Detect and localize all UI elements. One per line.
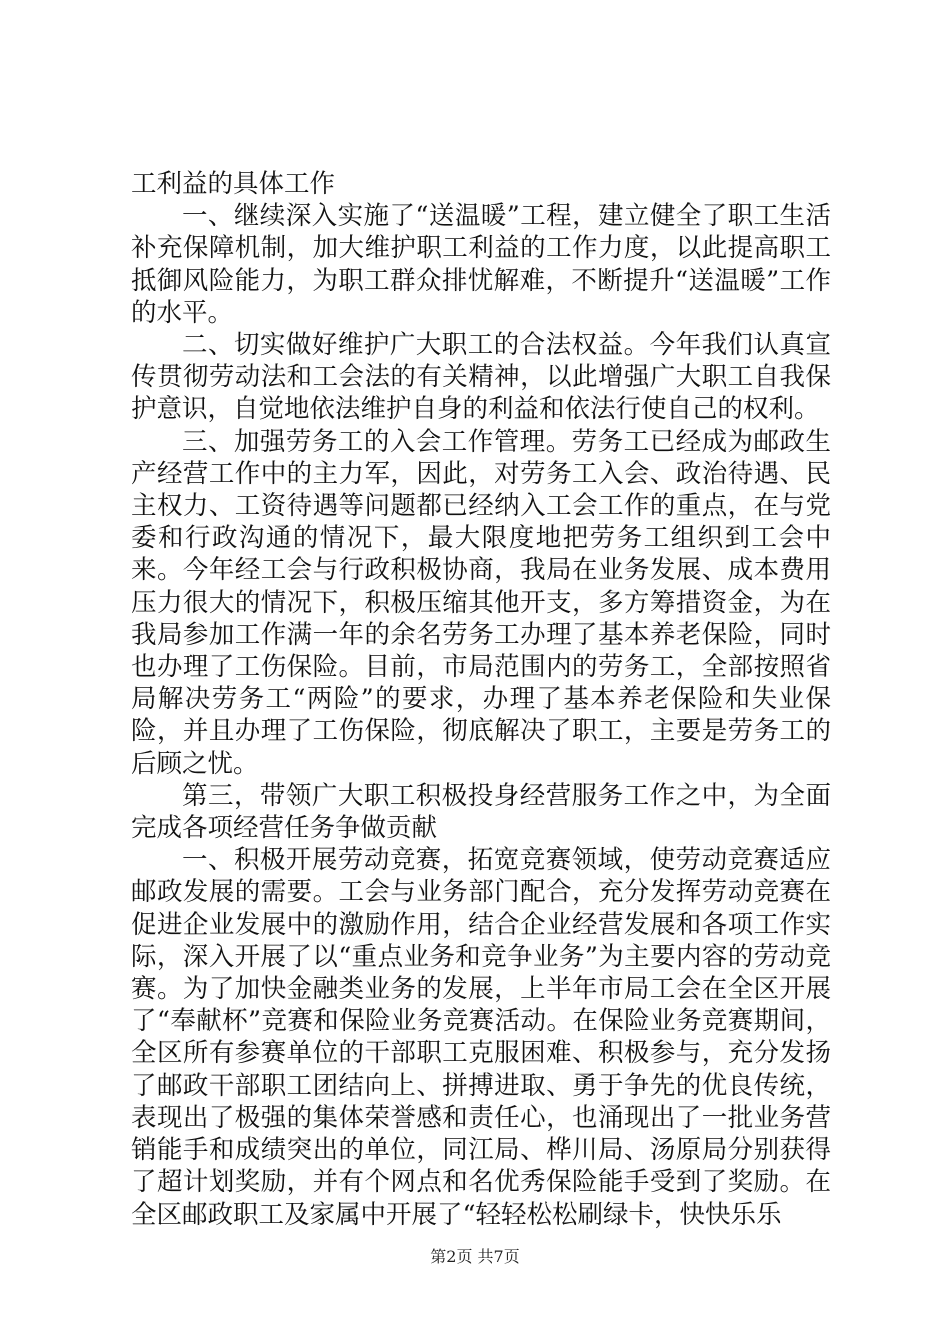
paragraph-2: 一、继续深入实施了“送温暖”工程，建立健全了职工生活补充保障机制，加大维护职工利益的工作力度，以此提高职工抵御风险能力，为职工群众排忧解难，不断提升“送温暖”工作的水平。 — [131, 201, 831, 328]
page-footer — [0, 1244, 950, 1267]
paragraph-5: 第三，带领广大职工积极投身经营服务工作之中，为全面完成各项经营任务争做贡献 — [131, 780, 831, 844]
paragraph-3: 二、切实做好维护广大职工的合法权益。今年我们认真宣传贯彻劳动法和工会法的有关精神，以此增强广大职工自我保护意识，自觉地依法维护自身的利益和依法行使自己的权利。 — [131, 330, 831, 425]
document-body — [131, 168, 831, 1231]
paragraph-4: 三、加强劳务工的入会工作管理。劳务工已经成为邮政生产经营工作中的主力军，因此，对劳务工入会、政治待遇、民主权力、工资待遇等问题都已经纳入工会工作的重点，在与党委和行政沟通的情况下，最大限度地把劳务工组织到工会中来。今年经工会与行政积极协商，我局在业务发展、成本费用压力很大的情况下，积极压缩其他开支，多方筹措资金，为在我局参加工作满一年的余名劳务工办理了基本养老保险，同时也办理了工伤保险。目前，市局范围内的劳务工，全部按照省局解决劳务工“两险”的要求，办理了基本养老保险和失业保险，并且办理了工伤保险，彻底解决了职工，主要是劳务工的后顾之忧。 — [131, 426, 831, 779]
paragraph-1: 工利益的具体工作 — [131, 169, 336, 199]
page-number-label: 第2页 共7页 — [430, 1247, 520, 1266]
paragraph-6: 一、积极开展劳动竞赛，拓宽竞赛领域，使劳动竞赛适应邮政发展的需要。工会与业务部门配合，充分发挥劳动竞赛在促进企业发展中的激励作用，结合企业经营发展和各项工作实际，深入开展了以“重点业务和竞争业务”为主要内容的劳动竞赛。为了加快金融类业务的发展，上半年市局工会在全区开展了“奉献杯”竞赛和保险业务竞赛活动。在保险业务竞赛期间，全区所有参赛单位的干部职工克服困难、积极参与，充分发扬了邮政干部职工团结向上、拼搏进取、勇于争先的优良传统，表现出了极强的集体荣誉感和责任心，也涌现出了一批业务营销能手和成绩突出的单位，同江局、桦川局、汤原局分别获得了超计划奖励，并有个网点和名优秀保险能手受到了奖励。在全区邮政职工及家属中开展了“轻轻松松刷绿卡，快快乐乐 — [131, 845, 831, 1230]
